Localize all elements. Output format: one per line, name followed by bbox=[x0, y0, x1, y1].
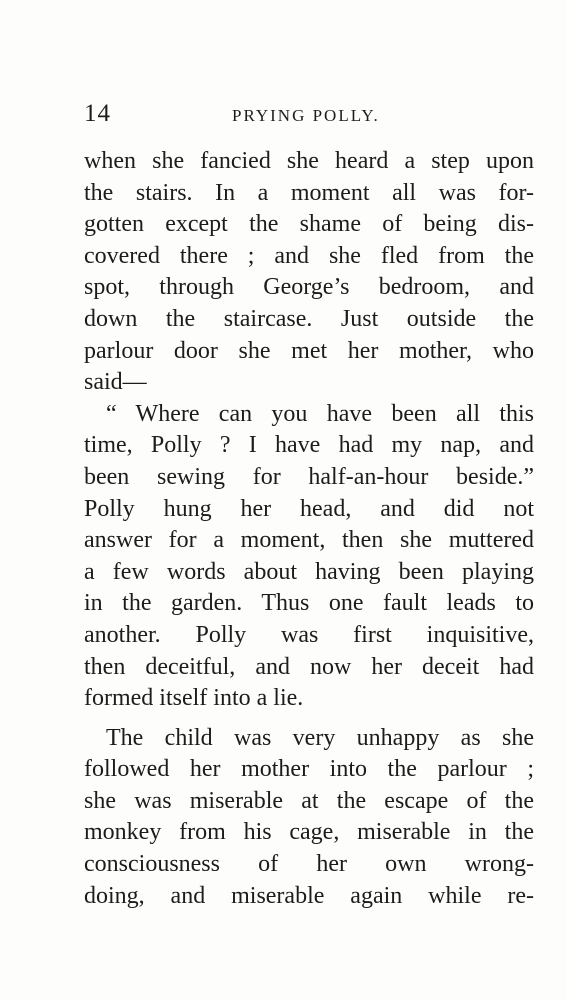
text-line: spot, through George’s bedroom, and bbox=[84, 274, 534, 301]
text-line: said— bbox=[84, 369, 147, 396]
page-number: 14 bbox=[84, 100, 111, 127]
text-line: doing, and miserable again while re- bbox=[84, 882, 534, 909]
text-line: another. Polly was first inquisitive, bbox=[84, 621, 534, 648]
text-line: covered there ; and she fled from the bbox=[84, 242, 534, 269]
text-line: formed itself into a lie. bbox=[84, 685, 304, 712]
text-line: the stairs. In a moment all was for- bbox=[84, 179, 534, 206]
text-line: down the staircase. Just outside the bbox=[84, 305, 534, 332]
text-line: she was miserable at the escape of the bbox=[84, 787, 534, 814]
text-line: in the garden. Thus one fault leads to bbox=[84, 590, 534, 617]
running-title: PRYING POLLY. bbox=[232, 106, 380, 125]
text-line: followed her mother into the parlour ; bbox=[84, 756, 534, 783]
text-line: parlour door she met her mother, who bbox=[84, 337, 534, 364]
running-head bbox=[84, 100, 534, 136]
text-line: time, Polly ? I have had my nap, and bbox=[84, 432, 534, 459]
text-line: monkey from his cage, miserable in the bbox=[84, 819, 534, 846]
text-line: consciousness of her own wrong- bbox=[84, 851, 534, 878]
text-line: a few words about having been playing bbox=[84, 558, 534, 585]
paragraph-gap bbox=[84, 715, 534, 723]
text-line: then deceitful, and now her deceit had bbox=[84, 653, 534, 680]
text-line: Polly hung her head, and did not bbox=[84, 495, 534, 522]
body-text bbox=[84, 146, 534, 912]
text-line: gotten except the shame of being dis- bbox=[84, 211, 534, 238]
text-line: answer for a moment, then she muttered bbox=[84, 527, 534, 554]
text-line: The child was very unhappy as she bbox=[106, 724, 534, 751]
text-line: “ Where can you have been all this bbox=[106, 400, 534, 427]
text-line: when she fancied she heard a step upon bbox=[84, 148, 534, 174]
text-line: been sewing for half-an-hour beside.” bbox=[84, 463, 534, 490]
